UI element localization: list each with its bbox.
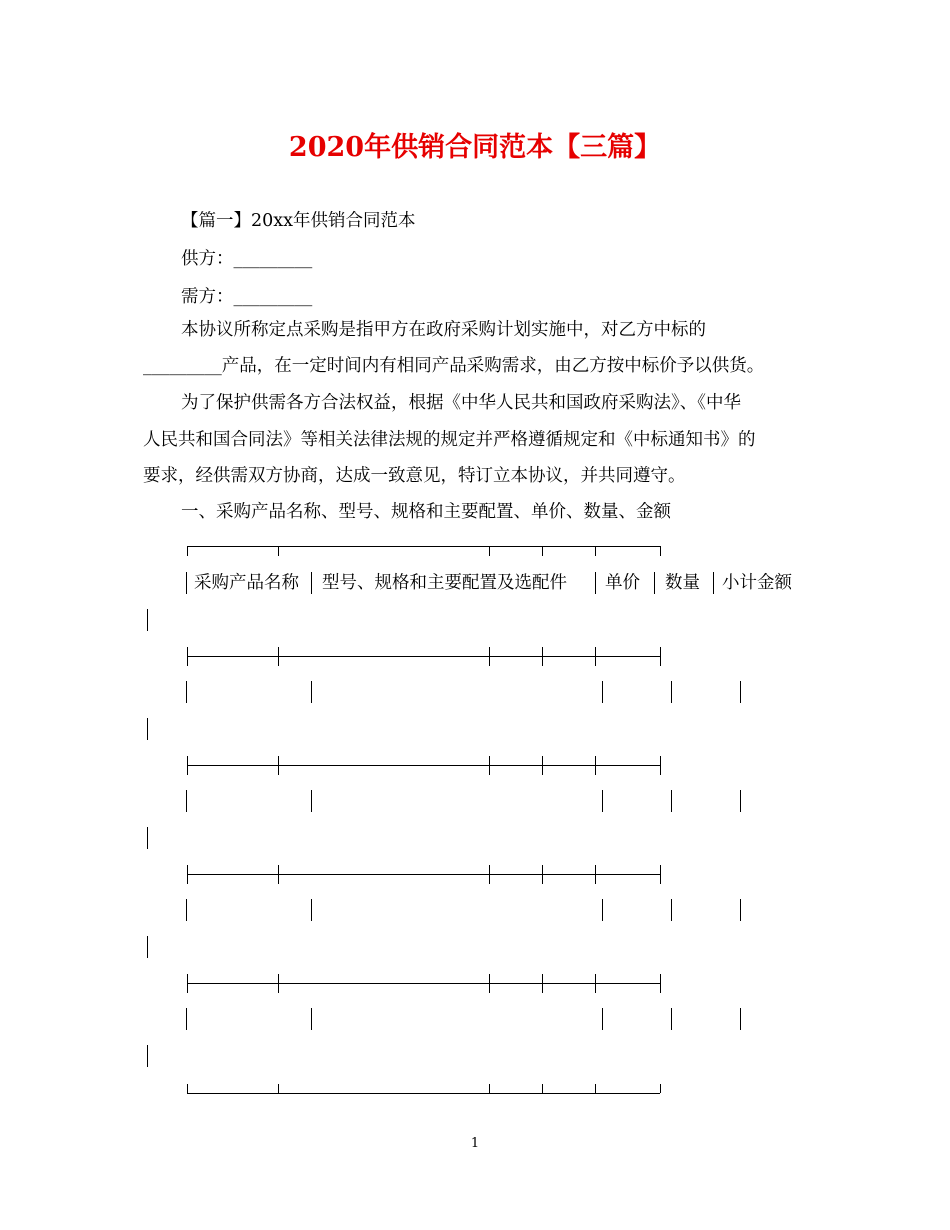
supplier-line: 供方：_________ (181, 249, 313, 269)
table-junction-tick (489, 974, 490, 993)
row-cell-bar (311, 1008, 312, 1030)
table-junction-tick (542, 1084, 543, 1093)
row-cell-bar (311, 899, 312, 921)
table-junction-tick (595, 1084, 596, 1093)
row-cell-bar (602, 681, 603, 703)
row-cell-bar (671, 681, 672, 703)
table-junction-tick (595, 974, 596, 993)
table-junction-tick (660, 647, 661, 666)
table-junction-tick (660, 865, 661, 884)
header-cell-subtotal: 小计金额 (722, 573, 792, 593)
row-cell-bar (740, 1008, 741, 1030)
row-cell-bar (740, 899, 741, 921)
header-cell-unit-price: 单价 (605, 573, 640, 593)
wrapped-bar (147, 936, 148, 958)
header-cell-product-name: 采购产品名称 (194, 573, 299, 593)
row-cell-bar (740, 790, 741, 812)
table-border-line (187, 656, 660, 657)
paragraph-1-line-2: _________产品，在一定时间内有相同产品采购需求，由乙方按中标价予以供货。 (143, 356, 765, 376)
row-cell-bar (740, 681, 741, 703)
table-junction-tick (278, 546, 279, 556)
table-junction-tick (278, 974, 279, 993)
table-junction-tick (187, 865, 188, 884)
table-border-line (187, 765, 660, 766)
table-junction-tick (595, 546, 596, 556)
section-heading: 【篇一】20xx年供销合同范本 (181, 211, 416, 231)
table-junction-tick (278, 1084, 279, 1093)
row-cell-bar (671, 790, 672, 812)
header-bar (186, 572, 187, 594)
table-junction-tick (278, 756, 279, 775)
table-junction-tick (187, 756, 188, 775)
wrapped-bar (147, 827, 148, 849)
buyer-line: 需方：_________ (181, 287, 313, 307)
table-junction-tick (187, 647, 188, 666)
row-cell-bar (186, 1008, 187, 1030)
table-border-line (187, 983, 660, 984)
table-border-line (187, 1093, 660, 1094)
header-bar (654, 572, 655, 594)
table-junction-tick (489, 865, 490, 884)
table-junction-tick (542, 865, 543, 884)
header-cell-model-spec: 型号、规格和主要配置及选配件 (322, 573, 567, 593)
table-junction-tick (542, 974, 543, 993)
table-junction-tick (660, 974, 661, 993)
table-border-line (187, 874, 660, 875)
table-junction-tick (187, 546, 188, 556)
wrapped-bar (147, 718, 148, 740)
table-junction-tick (278, 865, 279, 884)
row-cell-bar (186, 790, 187, 812)
table-junction-tick (595, 865, 596, 884)
table-junction-tick (489, 546, 490, 556)
table-junction-tick (489, 756, 490, 775)
table-junction-tick (489, 647, 490, 666)
table-junction-tick (278, 647, 279, 666)
page-number: 1 (470, 1136, 480, 1151)
row-cell-bar (671, 1008, 672, 1030)
row-cell-bar (186, 899, 187, 921)
wrapped-bar (147, 609, 148, 631)
header-cell-quantity: 数量 (665, 573, 700, 593)
table-junction-tick (660, 756, 661, 775)
table-junction-tick (542, 756, 543, 775)
paragraph-2-line-2: 人民共和国合同法》等相关法律法规的规定并严格遵循规定和《中标通知书》的 (143, 430, 756, 450)
table-junction-tick (660, 546, 661, 556)
table-junction-tick (489, 1084, 490, 1093)
paragraph-2-line-3: 要求，经供需双方协商，达成一致意见，特订立本协议，并共同遵守。 (143, 466, 686, 486)
row-cell-bar (602, 1008, 603, 1030)
table-border-line (187, 546, 660, 547)
header-bar (311, 572, 312, 594)
table-junction-tick (660, 1084, 661, 1093)
header-bar (713, 572, 714, 594)
table-junction-tick (187, 1084, 188, 1093)
table-junction-tick (595, 756, 596, 775)
row-cell-bar (186, 681, 187, 703)
row-cell-bar (311, 790, 312, 812)
table-junction-tick (542, 546, 543, 556)
row-cell-bar (602, 899, 603, 921)
header-bar (595, 572, 596, 594)
table-junction-tick (187, 974, 188, 993)
row-cell-bar (671, 899, 672, 921)
table-junction-tick (542, 647, 543, 666)
table-junction-tick (595, 647, 596, 666)
paragraph-1-line-1: 本协议所称定点采购是指甲方在政府采购计划实施中，对乙方中标的 (181, 320, 706, 340)
document-title: 2020年供销合同范本【三篇】 (288, 132, 662, 163)
row-cell-bar (602, 790, 603, 812)
wrapped-bar (147, 1045, 148, 1067)
item-1-heading: 一、采购产品名称、型号、规格和主要配置、单价、数量、金额 (181, 502, 671, 522)
paragraph-2-line-1: 为了保护供需各方合法权益，根据《中华人民共和国政府采购法》、《中华 (181, 393, 741, 413)
row-cell-bar (311, 681, 312, 703)
